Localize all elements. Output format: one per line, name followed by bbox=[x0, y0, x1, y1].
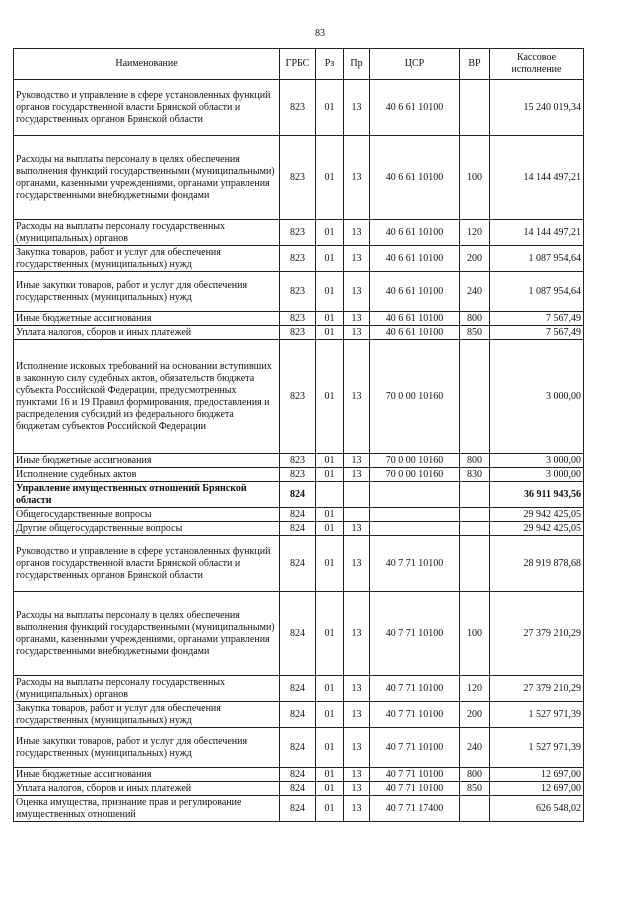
cell-csr: 40 7 71 17400 bbox=[370, 796, 460, 822]
cell-rz: 01 bbox=[316, 136, 344, 220]
cell-pr: 13 bbox=[344, 340, 370, 454]
header-grbs: ГРБС bbox=[280, 49, 316, 80]
cell-pr: 13 bbox=[344, 522, 370, 536]
cell-csr: 40 6 61 10100 bbox=[370, 136, 460, 220]
cell-amount: 29 942 425,05 bbox=[490, 508, 584, 522]
cell-amount: 12 697,00 bbox=[490, 768, 584, 782]
table-row bbox=[14, 272, 584, 312]
cell-grbs: 824 bbox=[280, 702, 316, 728]
table-body bbox=[14, 80, 584, 822]
cell-pr bbox=[344, 482, 370, 508]
cell-rz: 01 bbox=[316, 676, 344, 702]
cell-name: Уплата налогов, сборов и иных платежей bbox=[14, 326, 280, 340]
table-row bbox=[14, 340, 584, 454]
cell-amount: 1 087 954,64 bbox=[490, 246, 584, 272]
cell-vr: 800 bbox=[460, 768, 490, 782]
cell-pr: 13 bbox=[344, 454, 370, 468]
table-row bbox=[14, 796, 584, 822]
cell-name: Руководство и управление в сфере установленных функций органов государственной власти Брянской области и государственных органов Брянской области bbox=[14, 536, 280, 592]
cell-name: Управление имущественных отношений Брянской области bbox=[14, 482, 280, 508]
cell-csr: 40 6 61 10100 bbox=[370, 326, 460, 340]
cell-vr bbox=[460, 796, 490, 822]
table-row bbox=[14, 468, 584, 482]
cell-csr: 70 0 00 10160 bbox=[370, 468, 460, 482]
table-row bbox=[14, 246, 584, 272]
header-pr: Пр bbox=[344, 49, 370, 80]
cell-vr: 200 bbox=[460, 246, 490, 272]
cell-grbs: 823 bbox=[280, 312, 316, 326]
cell-csr: 40 6 61 10100 bbox=[370, 246, 460, 272]
cell-rz: 01 bbox=[316, 340, 344, 454]
cell-grbs: 823 bbox=[280, 272, 316, 312]
cell-csr: 40 6 61 10100 bbox=[370, 272, 460, 312]
cell-grbs: 824 bbox=[280, 522, 316, 536]
cell-pr: 13 bbox=[344, 782, 370, 796]
cell-grbs: 824 bbox=[280, 782, 316, 796]
cell-pr: 13 bbox=[344, 246, 370, 272]
cell-name: Расходы на выплаты персоналу в целях обеспечения выполнения функций государственными (муниципальными) органами, казенными учреждениями, органами управления государственными внебюджетными фондами bbox=[14, 592, 280, 676]
table-row bbox=[14, 508, 584, 522]
cell-amount: 3 000,00 bbox=[490, 340, 584, 454]
cell-name: Закупка товаров, работ и услуг для обеспечения государственных (муниципальных) нужд bbox=[14, 702, 280, 728]
cell-amount: 29 942 425,05 bbox=[490, 522, 584, 536]
cell-name: Иные бюджетные ассигнования bbox=[14, 768, 280, 782]
cell-vr bbox=[460, 508, 490, 522]
cell-rz: 01 bbox=[316, 728, 344, 768]
table-row bbox=[14, 536, 584, 592]
table-row bbox=[14, 80, 584, 136]
table-row bbox=[14, 454, 584, 468]
cell-csr: 40 6 61 10100 bbox=[370, 220, 460, 246]
cell-amount: 14 144 497,21 bbox=[490, 136, 584, 220]
header-amount: Кассовое исполнение bbox=[490, 49, 584, 80]
page-number: 83 bbox=[315, 28, 325, 39]
cell-name: Иные закупки товаров, работ и услуг для обеспечения государственных (муниципальных) нужд bbox=[14, 728, 280, 768]
cell-csr: 70 0 00 10160 bbox=[370, 340, 460, 454]
cell-grbs: 823 bbox=[280, 246, 316, 272]
cell-pr: 13 bbox=[344, 702, 370, 728]
cell-vr: 240 bbox=[460, 728, 490, 768]
cell-grbs: 823 bbox=[280, 340, 316, 454]
cell-csr: 70 0 00 10160 bbox=[370, 454, 460, 468]
cell-grbs: 824 bbox=[280, 728, 316, 768]
table-row bbox=[14, 220, 584, 246]
cell-rz: 01 bbox=[316, 702, 344, 728]
cell-name: Расходы на выплаты персоналу государственных (муниципальных) органов bbox=[14, 676, 280, 702]
cell-grbs: 824 bbox=[280, 536, 316, 592]
cell-rz: 01 bbox=[316, 246, 344, 272]
cell-rz: 01 bbox=[316, 220, 344, 246]
cell-name: Уплата налогов, сборов и иных платежей bbox=[14, 782, 280, 796]
table-row bbox=[14, 592, 584, 676]
cell-rz: 01 bbox=[316, 454, 344, 468]
table-row bbox=[14, 312, 584, 326]
cell-grbs: 824 bbox=[280, 676, 316, 702]
cell-vr bbox=[460, 482, 490, 508]
cell-rz: 01 bbox=[316, 768, 344, 782]
cell-vr: 800 bbox=[460, 454, 490, 468]
cell-rz: 01 bbox=[316, 508, 344, 522]
cell-csr: 40 7 71 10100 bbox=[370, 702, 460, 728]
cell-amount: 7 567,49 bbox=[490, 312, 584, 326]
cell-csr bbox=[370, 508, 460, 522]
cell-csr bbox=[370, 482, 460, 508]
cell-name: Другие общегосударственные вопросы bbox=[14, 522, 280, 536]
cell-amount: 27 379 210,29 bbox=[490, 592, 584, 676]
cell-rz: 01 bbox=[316, 796, 344, 822]
cell-rz: 01 bbox=[316, 536, 344, 592]
cell-rz bbox=[316, 482, 344, 508]
cell-pr: 13 bbox=[344, 468, 370, 482]
cell-name: Оценка имущества, признание прав и регулирование имущественных отношений bbox=[14, 796, 280, 822]
cell-grbs: 823 bbox=[280, 468, 316, 482]
table-row bbox=[14, 702, 584, 728]
cell-name: Исполнение исковых требований на основании вступивших в законную силу судебных актов, обязательств бюджета субъекта Российской Федерации, предусмотренных пунктами 16 и 19 Правил формирования, предоставления и распределения субсидий из федерального бюджета бюджетам субъектов Российской Федерации bbox=[14, 340, 280, 454]
cell-grbs: 823 bbox=[280, 220, 316, 246]
cell-vr: 850 bbox=[460, 326, 490, 340]
cell-grbs: 824 bbox=[280, 592, 316, 676]
cell-amount: 28 919 878,68 bbox=[490, 536, 584, 592]
table-row bbox=[14, 326, 584, 340]
cell-pr: 13 bbox=[344, 592, 370, 676]
cell-amount: 36 911 943,56 bbox=[490, 482, 584, 508]
cell-pr: 13 bbox=[344, 312, 370, 326]
table-row bbox=[14, 136, 584, 220]
cell-vr bbox=[460, 536, 490, 592]
cell-vr: 100 bbox=[460, 136, 490, 220]
cell-csr: 40 7 71 10100 bbox=[370, 728, 460, 768]
cell-vr bbox=[460, 340, 490, 454]
cell-rz: 01 bbox=[316, 80, 344, 136]
cell-csr: 40 7 71 10100 bbox=[370, 536, 460, 592]
cell-rz: 01 bbox=[316, 312, 344, 326]
cell-name: Расходы на выплаты персоналу в целях обеспечения выполнения функций государственными (муниципальными) органами, казенными учреждениями, органами управления государственными внебюджетными фондами bbox=[14, 136, 280, 220]
cell-rz: 01 bbox=[316, 522, 344, 536]
table-row bbox=[14, 768, 584, 782]
cell-amount: 27 379 210,29 bbox=[490, 676, 584, 702]
cell-amount: 12 697,00 bbox=[490, 782, 584, 796]
cell-name: Иные бюджетные ассигнования bbox=[14, 312, 280, 326]
budget-execution-table bbox=[13, 48, 584, 822]
cell-vr: 120 bbox=[460, 220, 490, 246]
cell-vr bbox=[460, 80, 490, 136]
cell-csr: 40 6 61 10100 bbox=[370, 312, 460, 326]
cell-pr: 13 bbox=[344, 536, 370, 592]
cell-grbs: 824 bbox=[280, 768, 316, 782]
table-row bbox=[14, 522, 584, 536]
cell-name: Иные бюджетные ассигнования bbox=[14, 454, 280, 468]
cell-amount: 626 548,02 bbox=[490, 796, 584, 822]
cell-name: Расходы на выплаты персоналу государственных (муниципальных) органов bbox=[14, 220, 280, 246]
cell-amount: 1 527 971,39 bbox=[490, 702, 584, 728]
cell-vr: 100 bbox=[460, 592, 490, 676]
cell-csr: 40 7 71 10100 bbox=[370, 676, 460, 702]
cell-grbs: 823 bbox=[280, 80, 316, 136]
cell-rz: 01 bbox=[316, 782, 344, 796]
cell-amount: 3 000,00 bbox=[490, 454, 584, 468]
cell-vr: 240 bbox=[460, 272, 490, 312]
cell-amount: 3 000,00 bbox=[490, 468, 584, 482]
cell-name: Исполнение судебных актов bbox=[14, 468, 280, 482]
cell-name: Закупка товаров, работ и услуг для обеспечения государственных (муниципальных) нужд bbox=[14, 246, 280, 272]
cell-grbs: 824 bbox=[280, 508, 316, 522]
cell-name: Руководство и управление в сфере установленных функций органов государственной власти Брянской области и государственных органов Брянской области bbox=[14, 80, 280, 136]
cell-rz: 01 bbox=[316, 326, 344, 340]
cell-pr: 13 bbox=[344, 272, 370, 312]
cell-amount: 1 527 971,39 bbox=[490, 728, 584, 768]
table-row bbox=[14, 782, 584, 796]
header-vr: ВР bbox=[460, 49, 490, 80]
cell-vr: 120 bbox=[460, 676, 490, 702]
cell-name: Иные закупки товаров, работ и услуг для обеспечения государственных (муниципальных) нужд bbox=[14, 272, 280, 312]
table-row bbox=[14, 676, 584, 702]
cell-vr: 800 bbox=[460, 312, 490, 326]
cell-vr: 830 bbox=[460, 468, 490, 482]
header-name: Наименование bbox=[14, 49, 280, 80]
cell-name: Общегосударственные вопросы bbox=[14, 508, 280, 522]
cell-vr: 850 bbox=[460, 782, 490, 796]
cell-grbs: 824 bbox=[280, 482, 316, 508]
cell-pr: 13 bbox=[344, 728, 370, 768]
cell-pr: 13 bbox=[344, 676, 370, 702]
cell-csr bbox=[370, 522, 460, 536]
cell-csr: 40 7 71 10100 bbox=[370, 768, 460, 782]
cell-pr: 13 bbox=[344, 136, 370, 220]
cell-rz: 01 bbox=[316, 592, 344, 676]
cell-amount: 7 567,49 bbox=[490, 326, 584, 340]
cell-amount: 14 144 497,21 bbox=[490, 220, 584, 246]
cell-grbs: 823 bbox=[280, 136, 316, 220]
cell-csr: 40 6 61 10100 bbox=[370, 80, 460, 136]
header-csr: ЦСР bbox=[370, 49, 460, 80]
table-row bbox=[14, 728, 584, 768]
cell-csr: 40 7 71 10100 bbox=[370, 782, 460, 796]
cell-pr: 13 bbox=[344, 80, 370, 136]
header-rz: Рз bbox=[316, 49, 344, 80]
table-row bbox=[14, 482, 584, 508]
cell-rz: 01 bbox=[316, 468, 344, 482]
cell-pr: 13 bbox=[344, 326, 370, 340]
cell-vr bbox=[460, 522, 490, 536]
cell-vr: 200 bbox=[460, 702, 490, 728]
cell-grbs: 824 bbox=[280, 796, 316, 822]
cell-amount: 1 087 954,64 bbox=[490, 272, 584, 312]
cell-rz: 01 bbox=[316, 272, 344, 312]
cell-csr: 40 7 71 10100 bbox=[370, 592, 460, 676]
table-header bbox=[14, 49, 584, 80]
cell-pr: 13 bbox=[344, 796, 370, 822]
cell-pr: 13 bbox=[344, 768, 370, 782]
cell-pr: 13 bbox=[344, 220, 370, 246]
cell-amount: 15 240 019,34 bbox=[490, 80, 584, 136]
cell-grbs: 823 bbox=[280, 454, 316, 468]
cell-grbs: 823 bbox=[280, 326, 316, 340]
cell-pr bbox=[344, 508, 370, 522]
